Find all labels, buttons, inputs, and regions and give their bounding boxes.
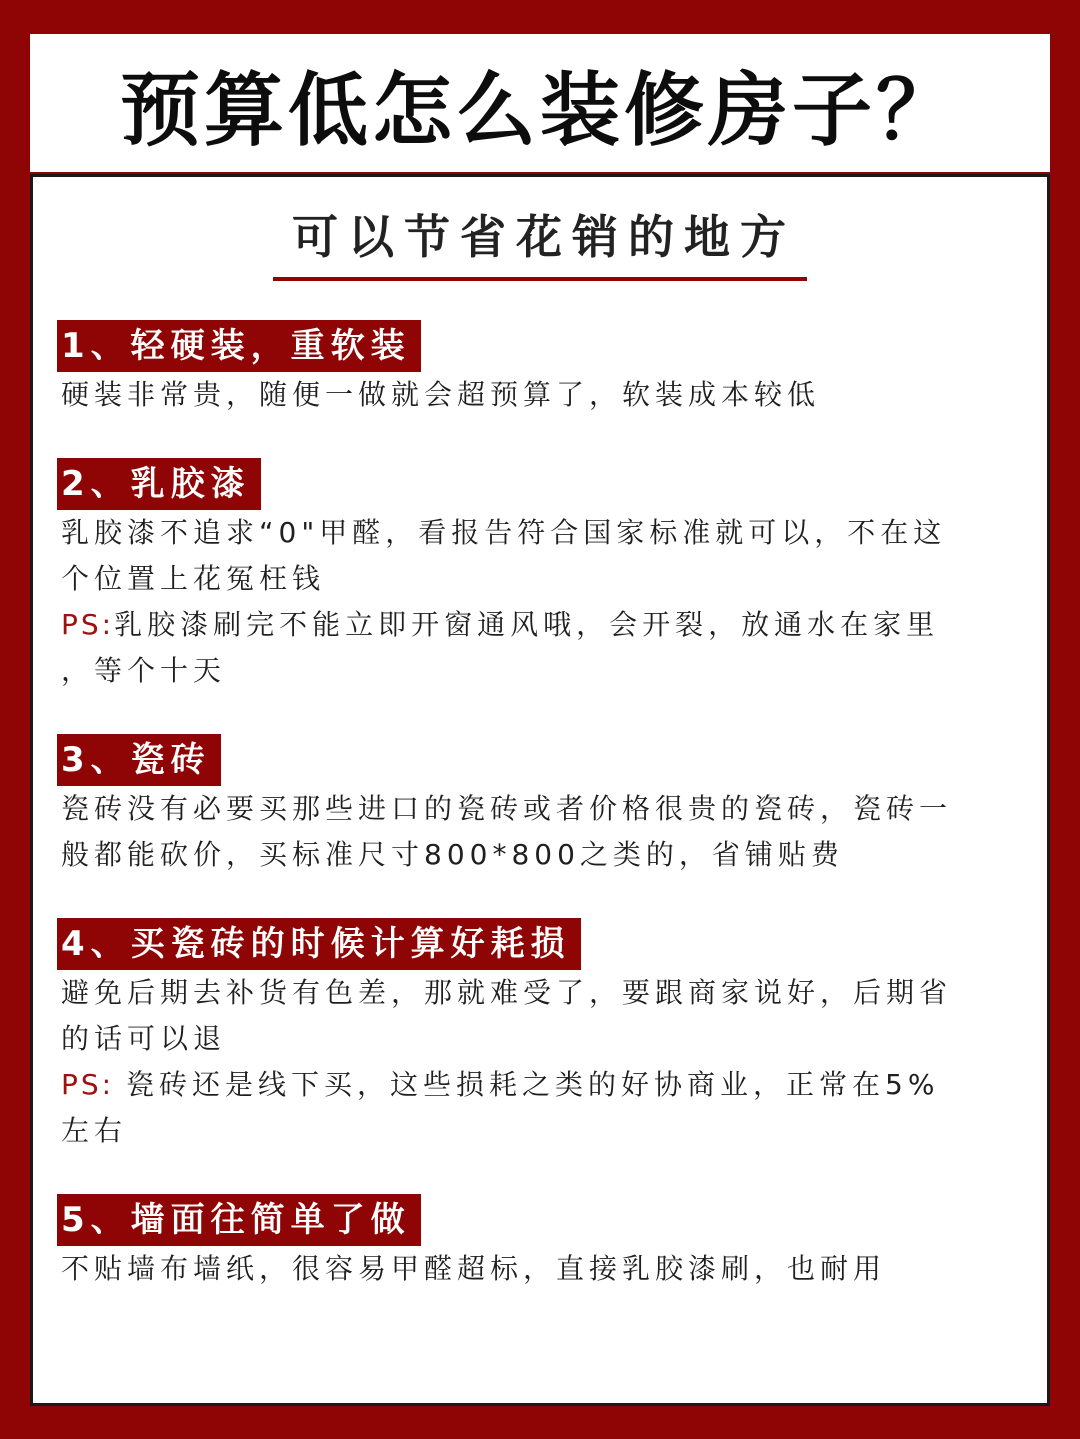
section-3 <box>57 734 1023 878</box>
ps-text: 瓷砖还是线下买，这些损耗之类的好协商业，正常在5% <box>126 1068 940 1101</box>
section-5 <box>57 1194 1023 1292</box>
text-line: 瓷砖没有必要买那些进口的瓷砖或者价格很贵的瓷砖，瓷砖一 <box>61 792 953 825</box>
section-text <box>57 1246 1023 1292</box>
text-line: 避免后期去补货有色差，那就难受了，要跟商家说好，后期省 <box>61 976 953 1009</box>
ps-line <box>61 602 1023 648</box>
subtitle: 可以节省花销的地方 <box>292 210 796 264</box>
section-text <box>57 372 1023 418</box>
ps-label: PS: <box>61 1068 126 1101</box>
text-line: 不贴墙布墙纸，很容易甲醛超标，直接乳胶漆刷，也耐用 <box>61 1252 887 1285</box>
text-line: 个位置上花冤枉钱 <box>61 562 326 595</box>
section-text <box>57 970 1023 1154</box>
ps-label: PS: <box>61 608 115 641</box>
text-line: 乳胶漆不追求“0"甲醛，看报告符合国家标准就可以，不在这 <box>61 516 947 549</box>
section-1 <box>57 320 1023 418</box>
section-4 <box>57 918 1023 1154</box>
text-line: 般都能砍价，买标准尺寸800*800之类的，省铺贴费 <box>61 838 844 871</box>
text-line: 左右 <box>61 1114 128 1147</box>
text-line: ，等个十天 <box>61 654 227 687</box>
section-heading: 2、乳胶漆 <box>57 458 261 510</box>
ps-text: 乳胶漆刷完不能立即开窗通风哦，会开裂，放通水在家里 <box>114 608 940 641</box>
text-line: 硬装非常贵，随便一做就会超预算了，软装成本较低 <box>61 378 821 411</box>
subtitle-block <box>33 201 1047 281</box>
page-title: 预算低怎么装修房子？ <box>120 63 960 157</box>
section-text <box>57 786 1023 878</box>
title-banner <box>30 34 1050 172</box>
section-heading: 3、瓷砖 <box>57 734 221 786</box>
section-heading: 5、墙面往简单了做 <box>57 1194 421 1246</box>
section-heading: 1、轻硬装，重软装 <box>57 320 421 372</box>
subtitle-underline <box>273 277 807 281</box>
text-line: 的话可以退 <box>61 1022 227 1055</box>
section-text <box>57 510 1023 694</box>
section-heading: 4、买瓷砖的时候计算好耗损 <box>57 918 581 970</box>
ps-line <box>61 1062 1023 1108</box>
content-card <box>30 174 1050 1406</box>
section-2 <box>57 458 1023 694</box>
